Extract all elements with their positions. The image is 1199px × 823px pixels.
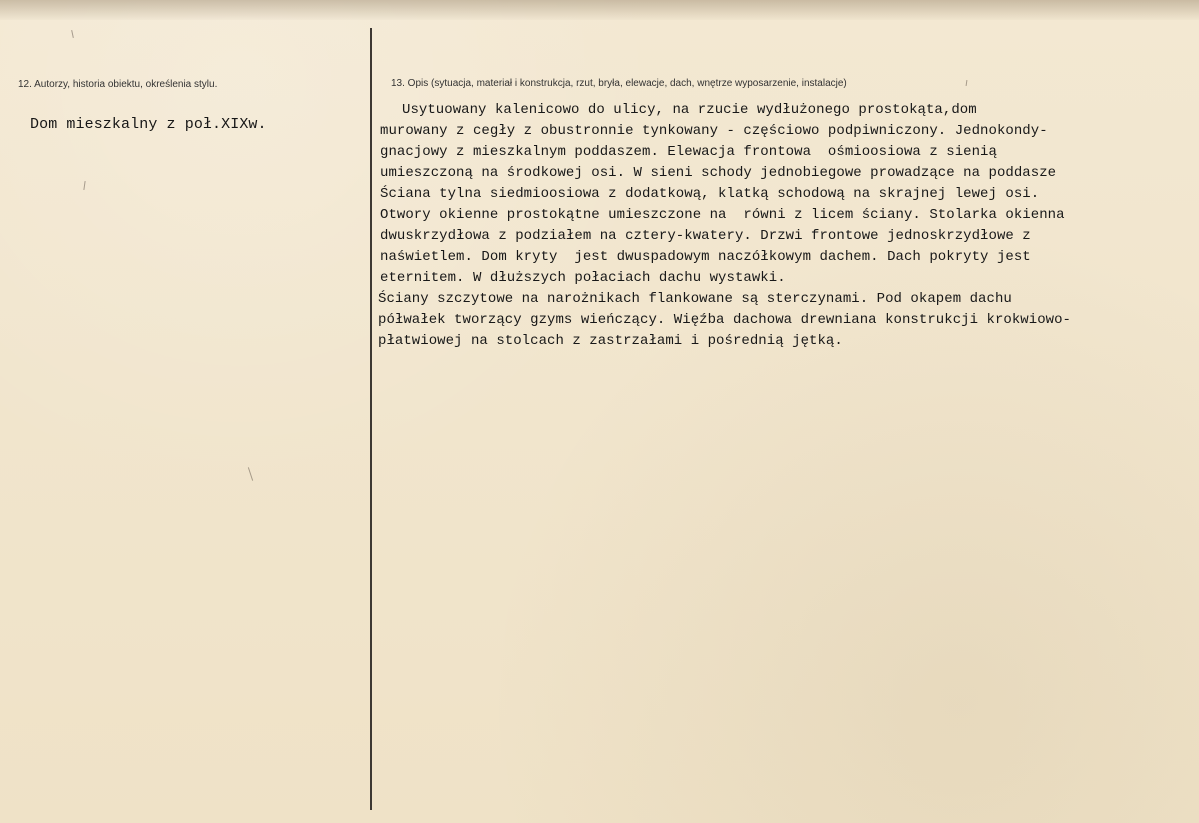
paper-mark: [966, 80, 968, 86]
section-13-panel: [372, 0, 1199, 823]
paper-mark: [248, 467, 253, 481]
section-12-typed-text: Dom mieszkalny z poł.XIXw.: [30, 116, 267, 133]
section-13-label: 13. Opis (sytuacja, materiał i konstrukcja, rzut, bryła, elewacje, dach, wnętrze wyposarzenie, instalacje): [391, 78, 847, 89]
description-line: Ściana tylna siedmioosiowa z dodatkową, klatką schodową na skrajnej lewej osi.: [380, 186, 1040, 202]
description-line: półwałek tworzący gzyms wieńczący. Więźba dachowa drewniana konstrukcji krokwiowo-: [378, 312, 1072, 328]
description-line: naświetlem. Dom kryty jest dwuspadowym naczółkowym dachem. Dach pokryty jest: [380, 249, 1031, 265]
section-12-panel: [0, 0, 368, 823]
description-line: murowany z cegły z obustronnie tynkowany - częściowo podpiwniczony. Jednokondy-: [380, 123, 1048, 139]
description-line: gnacjowy z mieszkalnym poddaszem. Elewacja frontowa ośmioosiowa z sienią: [380, 144, 997, 160]
section-12-label: 12. Autorzy, historia obiektu, określenia stylu.: [18, 79, 218, 90]
description-line: eternitem. W dłuższych połaciach dachu wystawki.: [380, 270, 786, 286]
description-line: Usytuowany kalenicowo do ulicy, na rzucie wydłużonego prostokąta,dom: [402, 102, 977, 118]
description-line: Otwory okienne prostokątne umieszczone na równi z licem ściany. Stolarka okienna: [380, 207, 1065, 223]
description-line: płatwiowej na stolcach z zastrzałami i pośrednią jętką.: [378, 333, 843, 349]
description-line: umieszczoną na środkowej osi. W sieni schody jednobiegowe prowadzące na poddasze: [380, 165, 1057, 181]
paper-mark: [71, 30, 74, 38]
paper-mark: [83, 181, 85, 190]
description-line: Ściany szczytowe na narożnikach flankowane są sterczynami. Pod okapem dachu: [378, 291, 1012, 307]
description-line: dwuskrzydłowa z podziałem na cztery-kwatery. Drzwi frontowe jednoskrzydłowe z: [380, 228, 1031, 244]
